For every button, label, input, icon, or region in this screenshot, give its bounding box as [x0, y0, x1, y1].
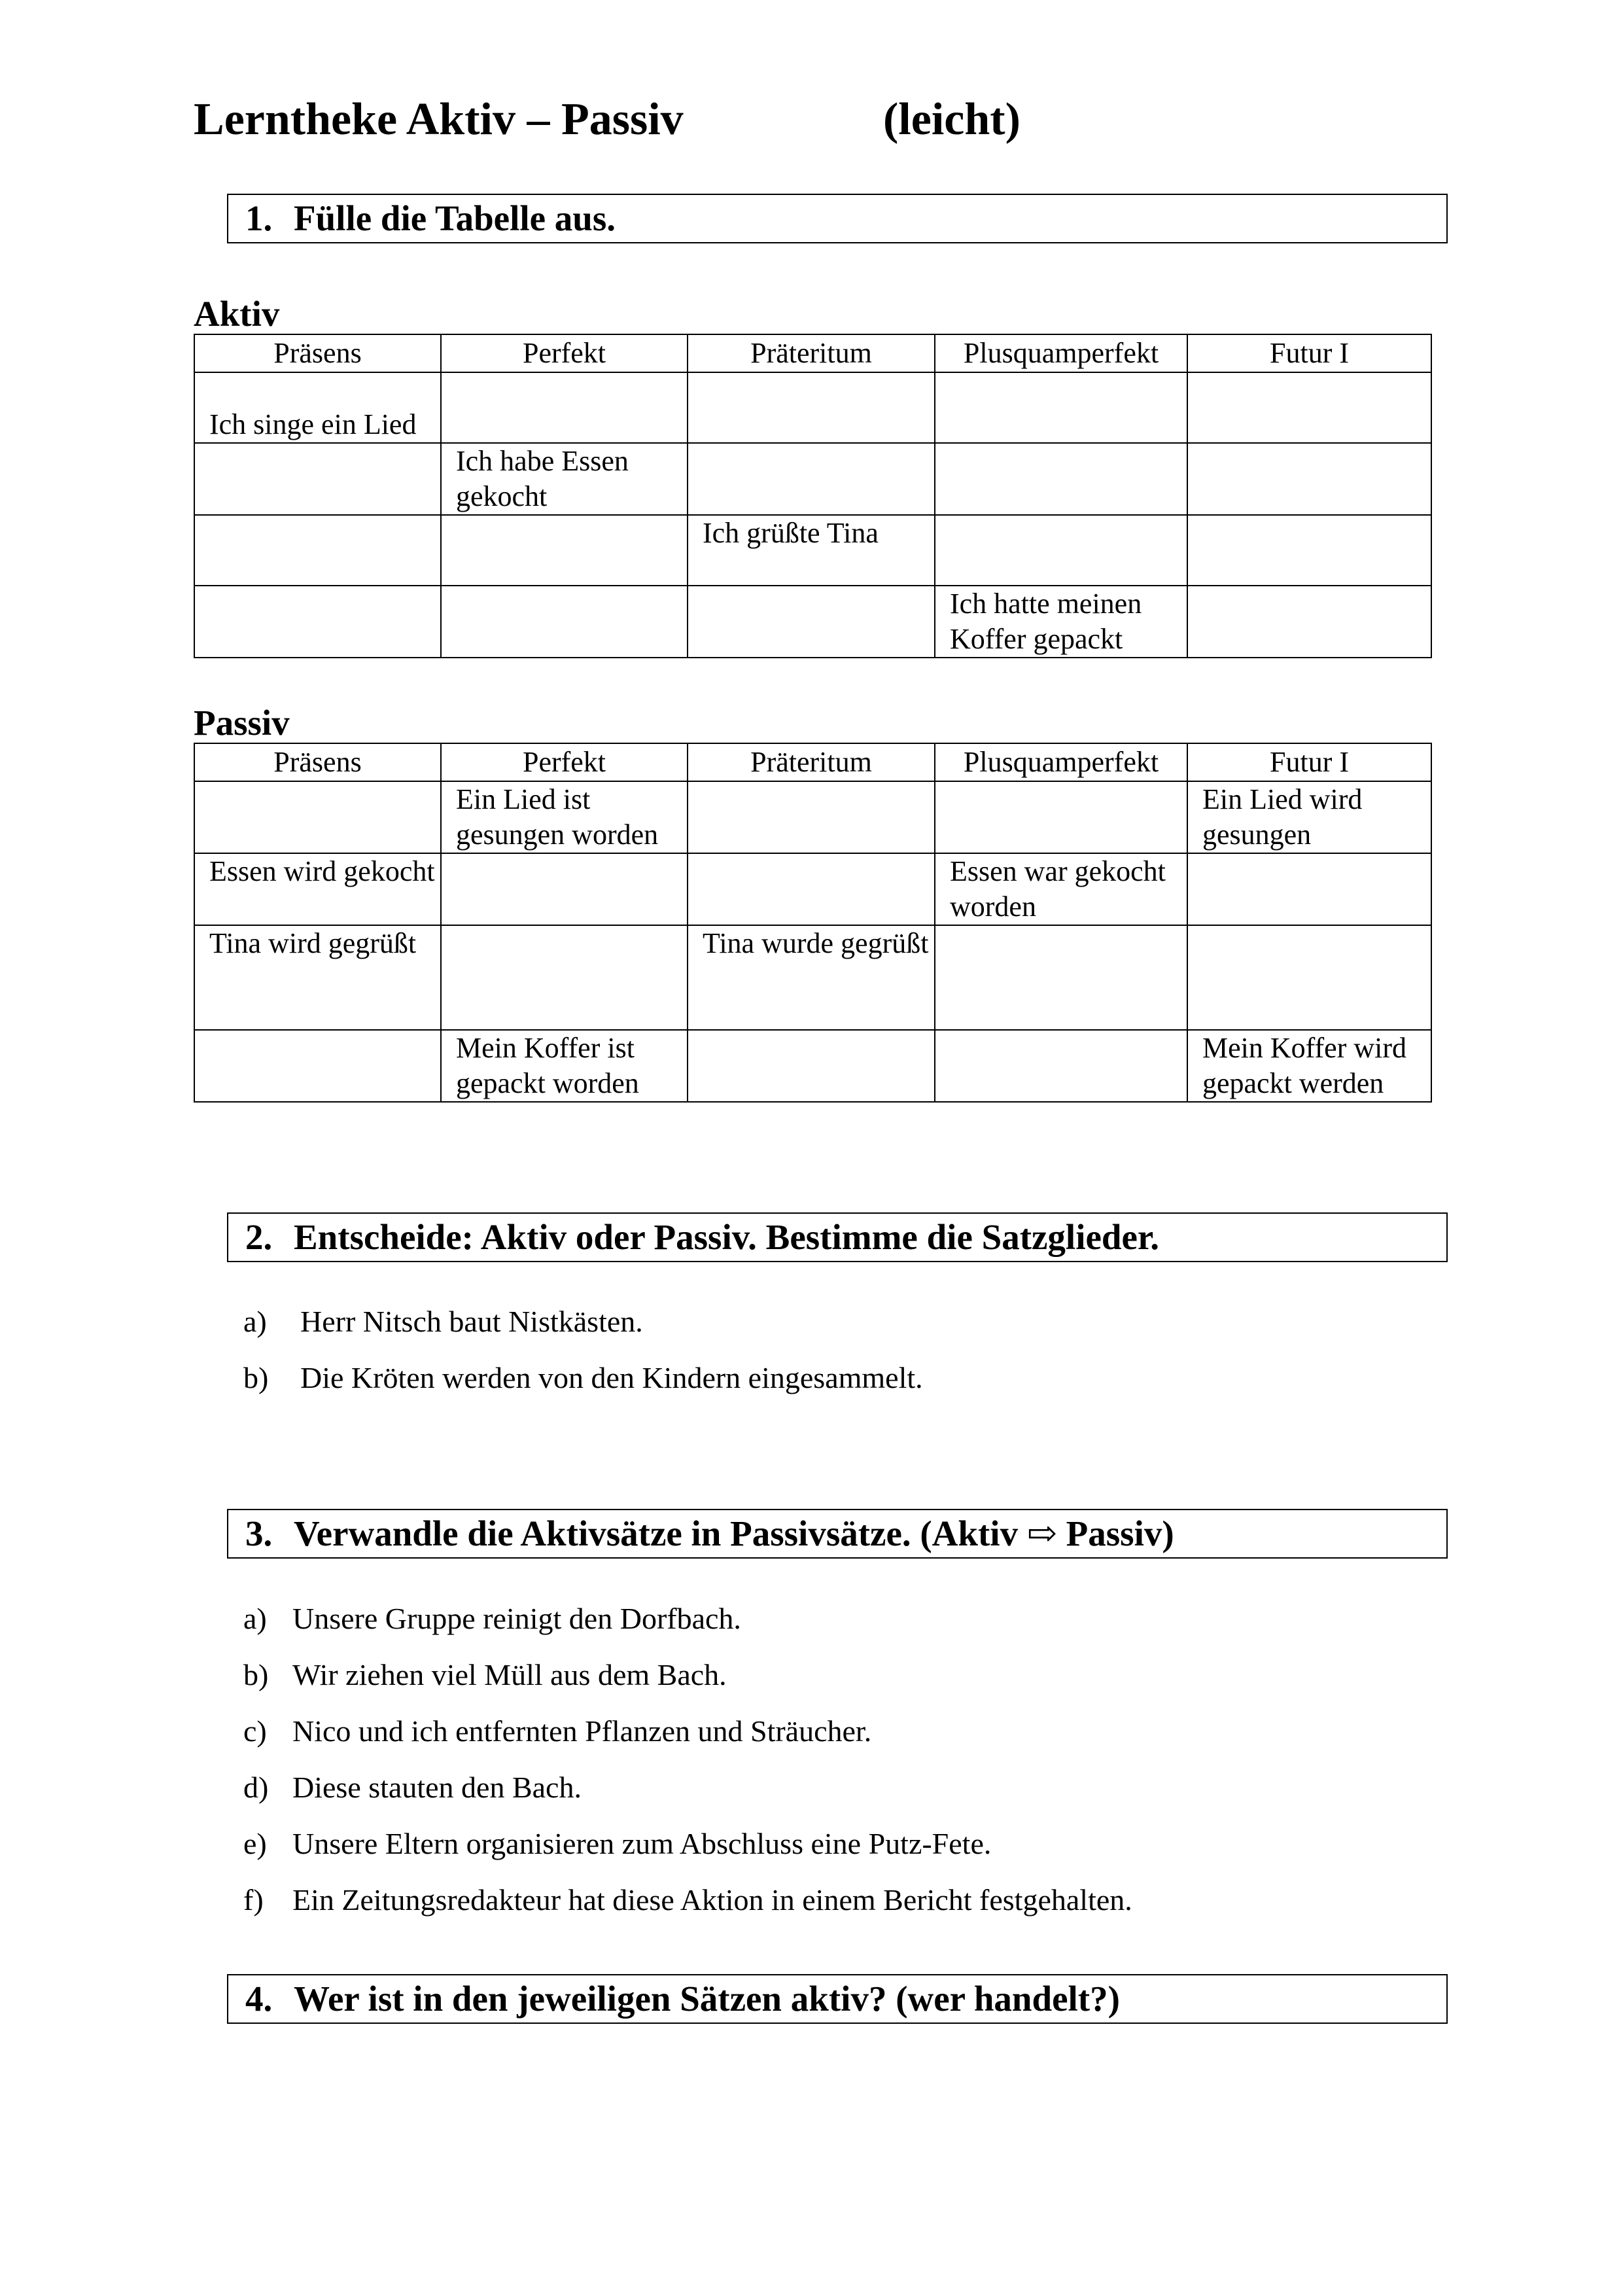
passiv-r1-plusquamperfekt[interactable]: [935, 781, 1187, 853]
aktiv-r1-praeteritum[interactable]: [688, 372, 935, 443]
aktiv-r1-perfekt[interactable]: [441, 372, 688, 443]
task-1-text: Fülle die Tabelle aus.: [294, 198, 616, 238]
passiv-table: [194, 743, 1432, 1103]
task-2-number: 2.: [245, 1217, 273, 1257]
aktiv-r2-futur[interactable]: [1187, 443, 1431, 515]
aktiv-r3-futur[interactable]: [1187, 515, 1431, 586]
aktiv-header-praeteritum: Präteritum: [688, 334, 935, 372]
aktiv-r2-praesens[interactable]: [194, 443, 441, 515]
task-2-box: [227, 1212, 1448, 1262]
passiv-row-1: [194, 781, 1431, 853]
aktiv-header-perfekt: Perfekt: [441, 334, 688, 372]
passiv-r1-praeteritum[interactable]: [688, 781, 935, 853]
passiv-header-perfekt: Perfekt: [441, 743, 688, 781]
task-3-item-e-label: e): [243, 1827, 267, 1860]
passiv-header-row: [194, 743, 1431, 781]
task-3-item-c: [243, 1712, 871, 1751]
task-3-text: Verwandle die Aktivsätze in Passivsätze. (Aktiv ⇨ Passiv): [294, 1513, 1174, 1553]
task-3-item-f: [243, 1881, 1132, 1920]
task-3-item-b-label: b): [243, 1658, 269, 1691]
task-3-item-e-text: Unsere Eltern organisieren zum Abschluss eine Putz-Fete.: [292, 1827, 992, 1860]
passiv-header-praeteritum: Präteritum: [688, 743, 935, 781]
task-3-item-b-text: Wir ziehen viel Müll aus dem Bach.: [292, 1658, 727, 1691]
task-3-item-b: [243, 1655, 727, 1695]
task-3-item-e: [243, 1824, 991, 1863]
passiv-r2-perfekt[interactable]: [441, 853, 688, 925]
task-3-item-d-label: d): [243, 1771, 269, 1804]
task-2-item-b-text: Die Kröten werden von den Kindern eingesammelt.: [300, 1361, 923, 1394]
task-2-item-b-label: b): [243, 1361, 269, 1394]
passiv-r4-perfekt: Mein Koffer ist gepackt worden: [441, 1030, 688, 1102]
task-2-item-a-label: a): [243, 1305, 267, 1338]
passiv-r4-futur: Mein Koffer wird gepackt werden: [1187, 1030, 1431, 1102]
aktiv-r1-futur[interactable]: [1187, 372, 1431, 443]
aktiv-header-praesens: Präsens: [194, 334, 441, 372]
passiv-row-4: [194, 1030, 1431, 1102]
passiv-r1-praesens[interactable]: [194, 781, 441, 853]
passiv-r4-praesens[interactable]: [194, 1030, 441, 1102]
task-2-item-a: [243, 1302, 643, 1341]
passiv-r2-futur[interactable]: [1187, 853, 1431, 925]
aktiv-row-1: [194, 372, 1431, 443]
aktiv-header-plusquamperfekt: Plusquamperfekt: [935, 334, 1187, 372]
aktiv-r3-praesens[interactable]: [194, 515, 441, 586]
aktiv-header-futur: Futur I: [1187, 334, 1431, 372]
aktiv-r4-futur[interactable]: [1187, 586, 1431, 658]
aktiv-r1-plusquamperfekt[interactable]: [935, 372, 1187, 443]
aktiv-r3-perfekt[interactable]: [441, 515, 688, 586]
passiv-r2-praesens: Essen wird gekocht: [194, 853, 441, 925]
task-4-number: 4.: [245, 1979, 273, 2019]
aktiv-row-3: [194, 515, 1431, 586]
difficulty-level: (leicht): [883, 94, 1021, 145]
task-3-item-d-text: Diese stauten den Bach.: [292, 1771, 582, 1804]
aktiv-r4-perfekt[interactable]: [441, 586, 688, 658]
page-title: [194, 94, 1021, 145]
aktiv-header-row: [194, 334, 1431, 372]
aktiv-r2-perfekt: Ich habe Essen gekocht: [441, 443, 688, 515]
task-4-text: Wer ist in den jeweiligen Sätzen aktiv? (wer handelt?): [294, 1979, 1120, 2019]
passiv-row-3: [194, 925, 1431, 1030]
task-3-item-c-text: Nico und ich entfernten Pflanzen und Sträucher.: [292, 1714, 872, 1748]
passiv-header-futur: Futur I: [1187, 743, 1431, 781]
task-3-item-a-text: Unsere Gruppe reinigt den Dorfbach.: [292, 1602, 741, 1635]
aktiv-r2-plusquamperfekt[interactable]: [935, 443, 1187, 515]
passiv-r3-futur[interactable]: [1187, 925, 1431, 1030]
passiv-label: Passiv: [194, 703, 290, 743]
passiv-r4-praeteritum[interactable]: [688, 1030, 935, 1102]
aktiv-r4-praesens[interactable]: [194, 586, 441, 658]
task-4-box: [227, 1974, 1448, 2024]
task-3-item-f-label: f): [243, 1883, 264, 1916]
passiv-r3-praesens: Tina wird gegrüßt: [194, 925, 441, 1030]
task-3-item-d: [243, 1768, 582, 1807]
task-2-item-a-text: Herr Nitsch baut Nistkästen.: [300, 1305, 643, 1338]
passiv-r1-futur: Ein Lied wird gesungen: [1187, 781, 1431, 853]
aktiv-r3-plusquamperfekt[interactable]: [935, 515, 1187, 586]
task-3-item-f-text: Ein Zeitungsredakteur hat diese Aktion in einem Bericht festgehalten.: [292, 1883, 1132, 1916]
aktiv-r4-praeteritum[interactable]: [688, 586, 935, 658]
aktiv-r4-plusquamperfekt: Ich hatte meinen Koffer gepackt: [935, 586, 1187, 658]
aktiv-row-2: [194, 443, 1431, 515]
passiv-r3-plusquamperfekt[interactable]: [935, 925, 1187, 1030]
task-2-item-b: [243, 1358, 923, 1398]
aktiv-label: Aktiv: [194, 294, 280, 334]
task-1-number: 1.: [245, 198, 273, 238]
aktiv-r2-praeteritum[interactable]: [688, 443, 935, 515]
passiv-header-praesens: Präsens: [194, 743, 441, 781]
task-2-text: Entscheide: Aktiv oder Passiv. Bestimme die Satzglieder.: [294, 1217, 1160, 1257]
aktiv-table: [194, 334, 1432, 658]
title-text: Lerntheke Aktiv – Passiv: [194, 94, 684, 145]
task-3-item-a: [243, 1599, 741, 1638]
aktiv-r3-praeteritum: Ich grüßte Tina: [688, 515, 935, 586]
passiv-r3-praeteritum: Tina wurde gegrüßt: [688, 925, 935, 1030]
passiv-header-plusquamperfekt: Plusquamperfekt: [935, 743, 1187, 781]
task-3-number: 3.: [245, 1513, 273, 1553]
passiv-r3-perfekt[interactable]: [441, 925, 688, 1030]
task-3-box: [227, 1509, 1448, 1559]
passiv-r1-perfekt: Ein Lied ist gesungen worden: [441, 781, 688, 853]
task-3-item-c-label: c): [243, 1714, 267, 1748]
aktiv-r1-praesens: Ich singe ein Lied: [194, 372, 441, 443]
passiv-r2-praeteritum[interactable]: [688, 853, 935, 925]
passiv-r2-plusquamperfekt: Essen war gekocht worden: [935, 853, 1187, 925]
task-1-box: [227, 194, 1448, 243]
task-3-item-a-label: a): [243, 1602, 267, 1635]
passiv-row-2: [194, 853, 1431, 925]
aktiv-row-4: [194, 586, 1431, 658]
passiv-r4-plusquamperfekt[interactable]: [935, 1030, 1187, 1102]
